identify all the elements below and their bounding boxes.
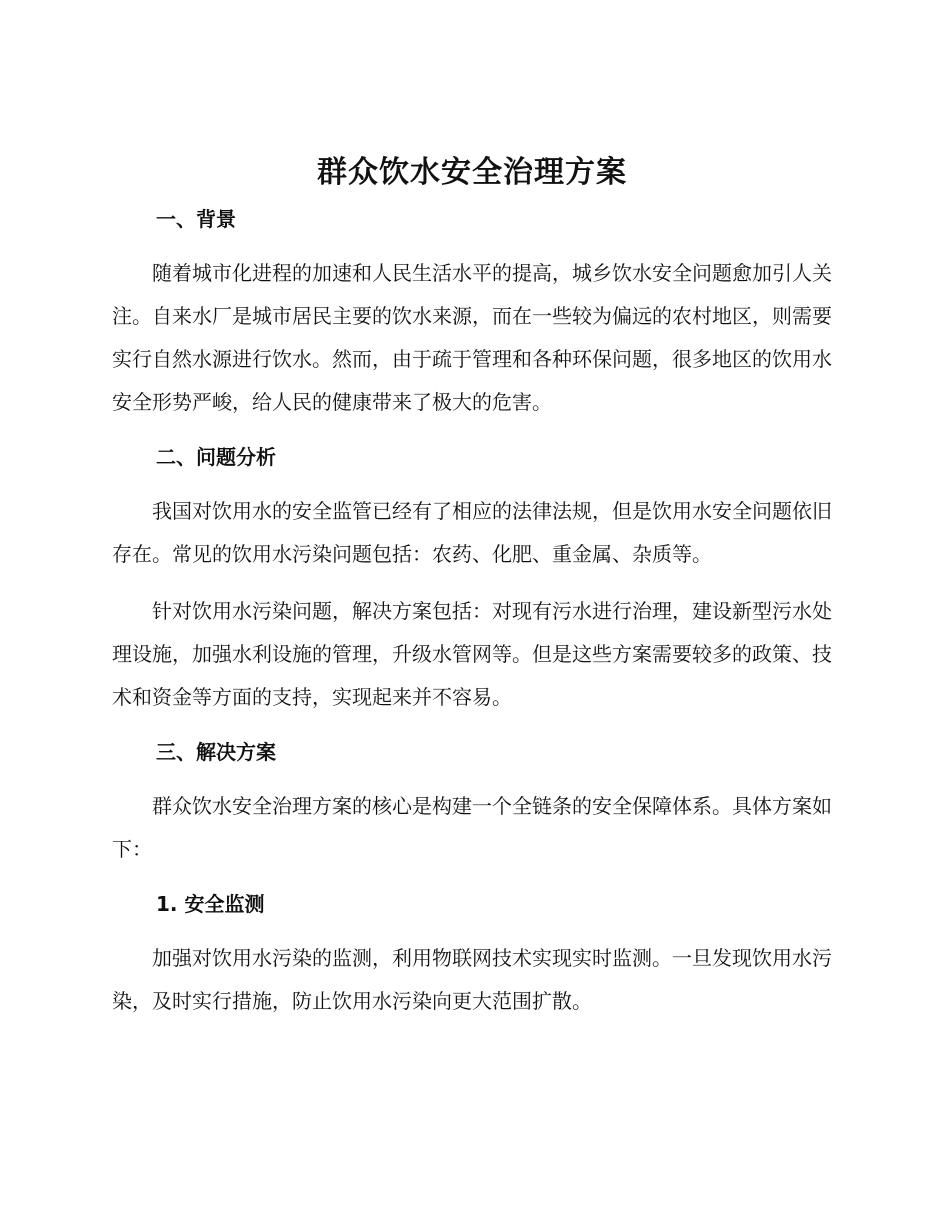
document-page — [112, 150, 832, 1023]
spacer — [112, 424, 832, 442]
paragraph-analysis-2: 针对饮用水污染问题，解决方案包括：对现有污水进行治理，建设新型污水处理设施，加强水利设施的管理，升级水管网等。但是这些方案需要较多的政策、技术和资金等方面的支持，实现起来并不容易。 — [112, 599, 832, 709]
document-title: 群众饮水安全治理方案 — [317, 155, 627, 190]
paragraph-solution-1: 群众饮水安全治理方案的核心是构建一个全链条的安全保障体系。具体方案如下： — [112, 794, 832, 861]
paragraph-analysis-1: 我国对饮用水的安全监管已经有了相应的法律法规，但是饮用水安全问题依旧存在。常见的饮用水污染问题包括：农药、化肥、重金属、杂质等。 — [112, 499, 832, 566]
spacer — [112, 576, 832, 590]
section-heading-solution: 三、解决方案 — [156, 740, 276, 764]
paragraph-monitoring-1: 加强对饮用水污染的监测，利用物联网技术实现实时监测。一旦发现饮用水污染，及时实行措施，防止饮用水污染向更大范围扩散。 — [112, 946, 832, 1013]
paragraph-background-1: 随着城市化进程的加速和人民生活水平的提高，城乡饮水安全问题愈加引人关注。自来水厂是城市居民主要的饮水来源，而在一些较为偏远的农村地区，则需要实行自然水源进行饮水。然而，由于疏于管理和各种环保问题，很多地区的饮用水安全形势严峻，给人民的健康带来了极大的危害。 — [112, 261, 832, 414]
spacer — [112, 472, 832, 490]
spacer — [112, 871, 832, 889]
spacer — [112, 196, 832, 204]
spacer — [112, 234, 832, 252]
subsection-heading-monitoring: 1. 安全监测 — [156, 892, 265, 916]
spacer — [112, 767, 832, 785]
section-heading-analysis: 二、问题分析 — [156, 445, 276, 469]
spacer — [112, 719, 832, 737]
spacer — [112, 919, 832, 937]
section-heading-background: 一、背景 — [156, 207, 236, 231]
